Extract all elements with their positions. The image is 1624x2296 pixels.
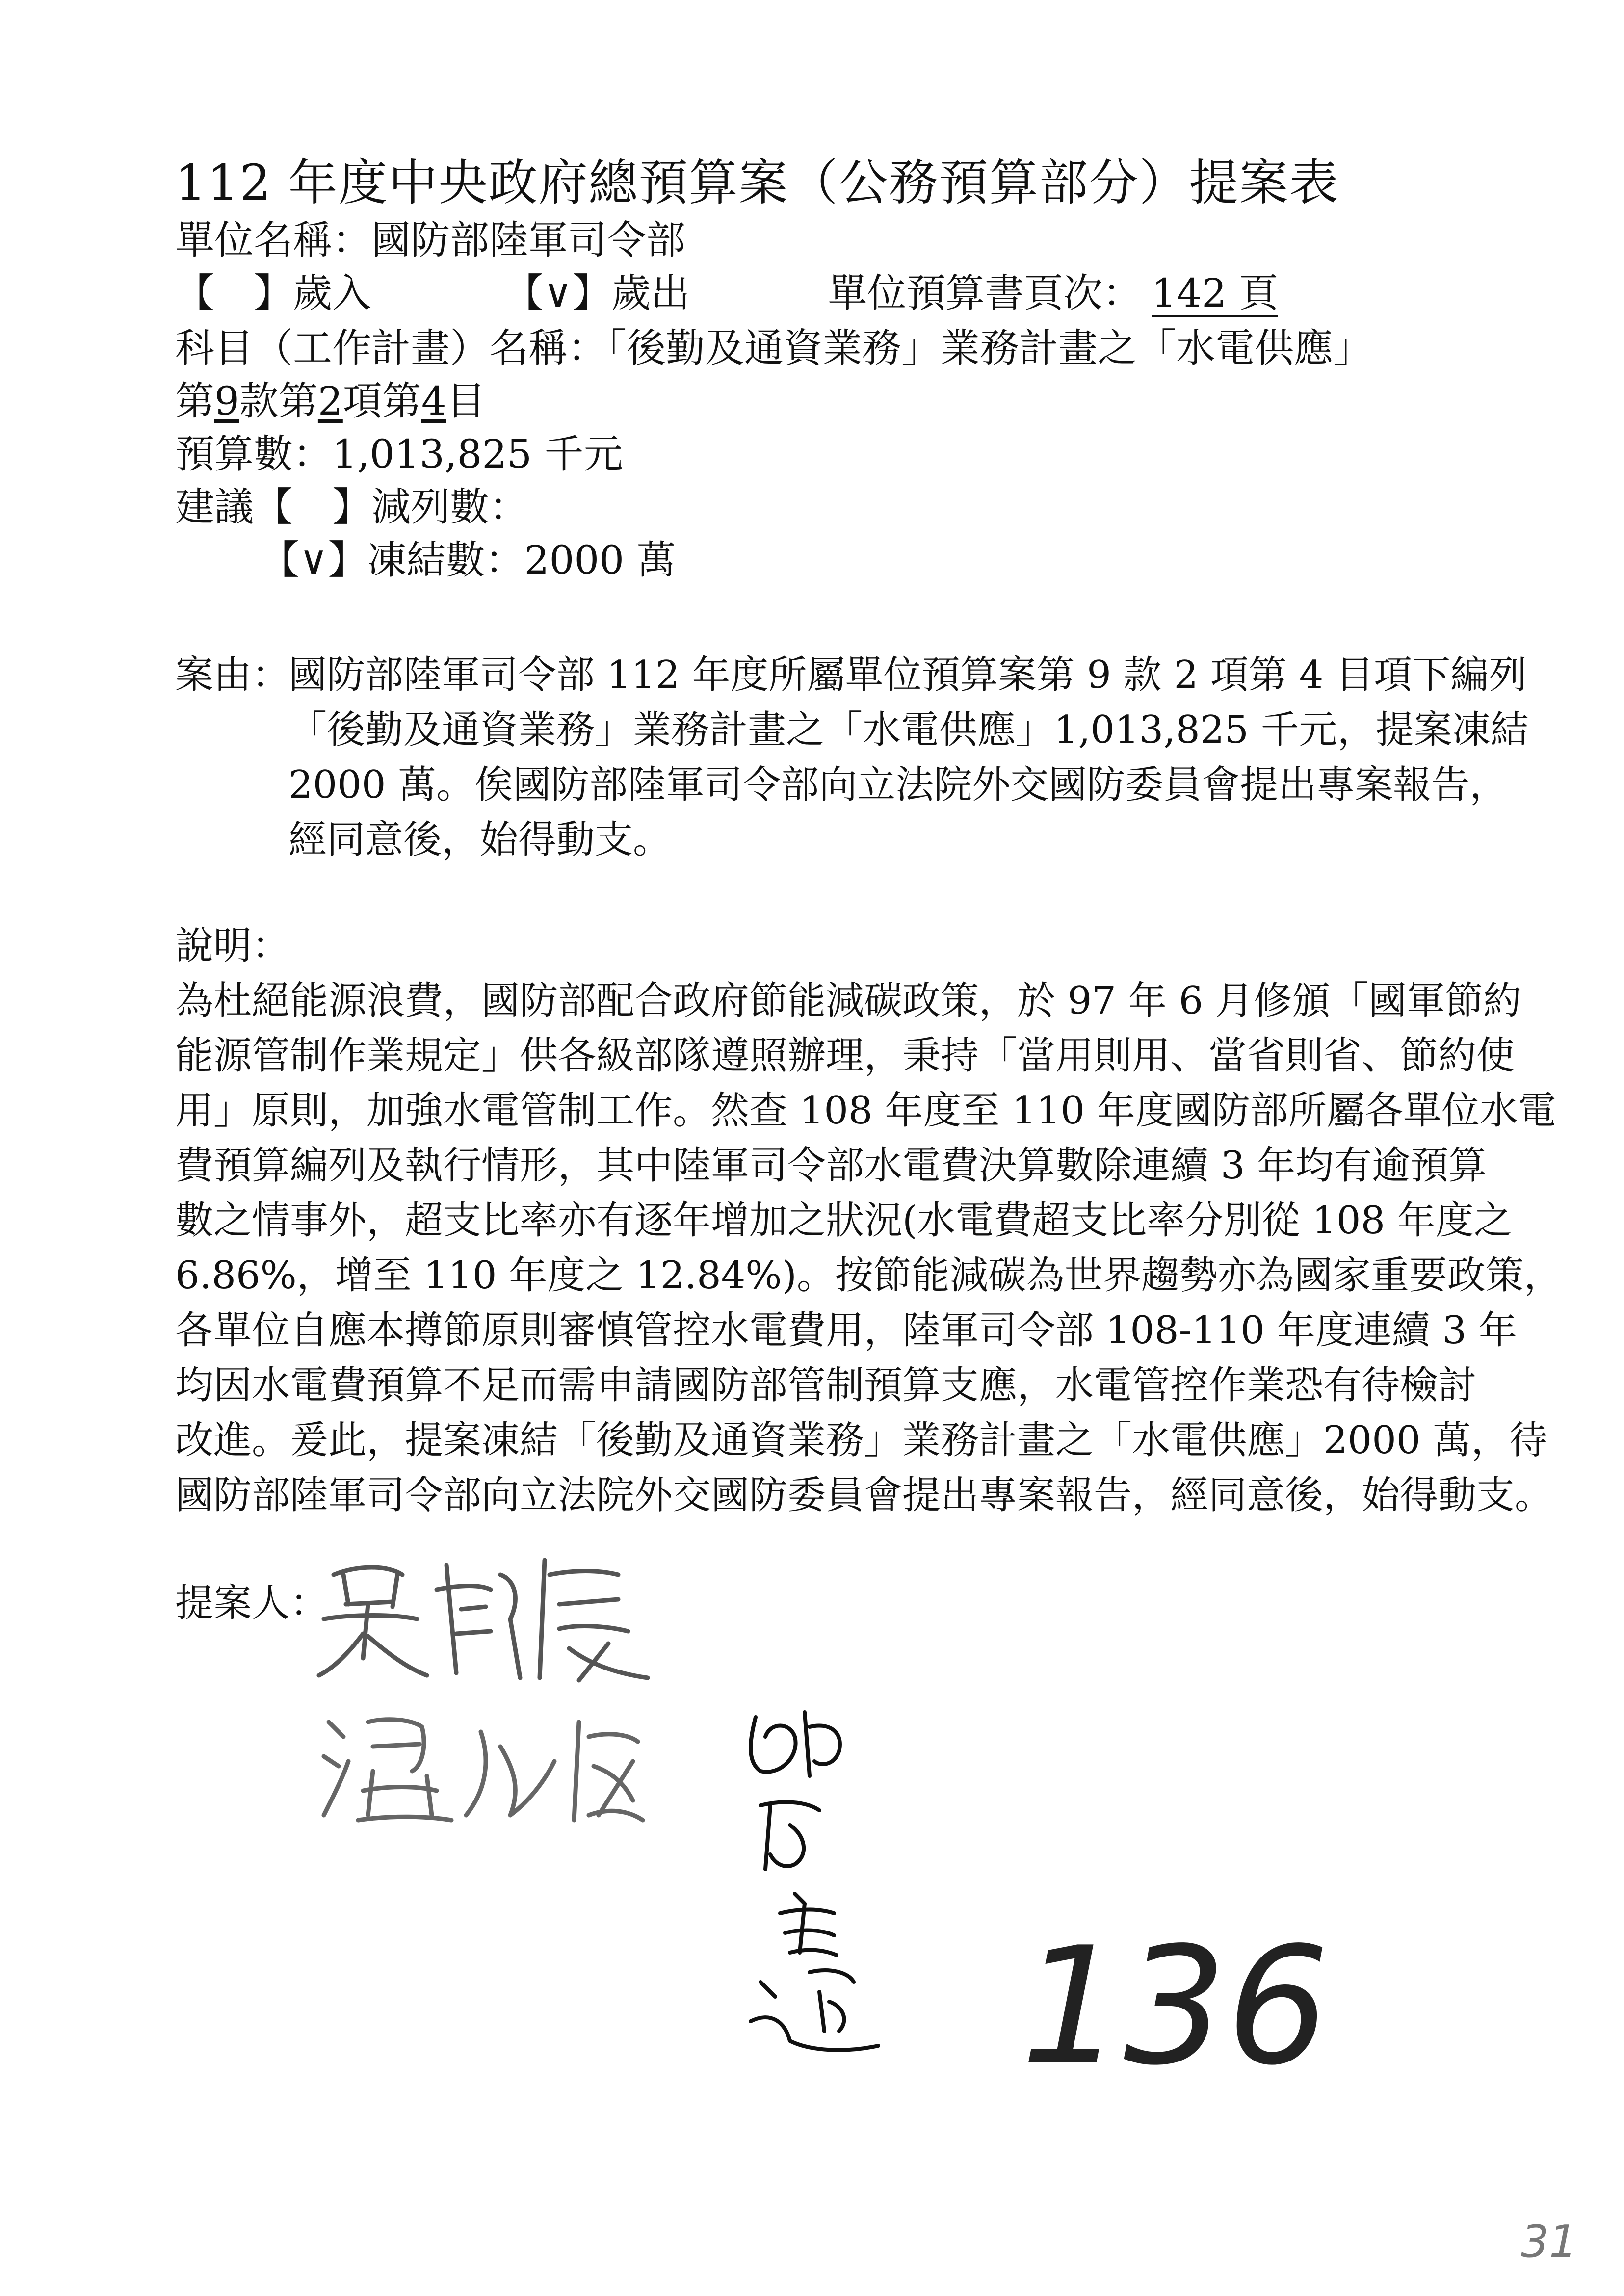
page-number-value: 142 頁	[1152, 271, 1278, 317]
unit-label: 單位名稱：	[175, 217, 371, 263]
explanation-line: 6.86%，增至 110 年度之 12.84%)。按節能減碳為世界趨勢亦為國家重要政策，	[175, 1253, 1562, 1298]
explanation-label: 說明：	[175, 924, 290, 968]
explanation-line: 用」原則，加強水電管制工作。然查 108 年度至 110 年度國防部所屬各單位水電	[175, 1089, 1556, 1133]
unit-value: 國防部陸軍司令部	[371, 217, 685, 263]
kuan-prefix: 第	[175, 378, 214, 424]
item-reference-row	[175, 377, 486, 426]
kuan-label: 款第	[239, 378, 318, 424]
case-line: 國防部陸軍司令部 112 年度所屬單位預算案第 9 款 2 項第 4 目項下編列	[288, 653, 1527, 697]
mu-label: 目	[446, 378, 486, 424]
explanation-line: 數之情事外，超支比率亦有逐年增加之狀況(水電費超支比率分別從 108 年度之	[175, 1199, 1512, 1243]
explanation-line: 各單位自應本撙節原則審慎管控水電費用，陸軍司令部 108-110 年度連續 3 年	[175, 1308, 1517, 1353]
suggest-cut-row: 建議【 】減列數：	[175, 484, 528, 530]
explanation-line: 為杜絕能源浪費，國防部配合政府節能減碳政策，於 97 年 6 月修頒「國軍節約	[175, 979, 1522, 1023]
proposer-label: 提案人：	[175, 1581, 329, 1625]
expenditure-checkbox: 【∨】歲出	[504, 270, 690, 316]
explanation-line: 改進。爰此，提案凍結「後勤及通資業務」業務計畫之「水電供應」2000 萬，待	[175, 1418, 1548, 1462]
budget-type-row	[175, 269, 1278, 318]
subject-row: 科目（工作計畫）名稱：「後勤及通資業務」業務計畫之「水電供應」	[175, 325, 1372, 371]
page-number-label: 單位預算書頁次：	[828, 270, 1142, 316]
explanation-line: 均因水電費預算不足而需申請國防部管制預算支應，水電管控作業恐有待檢討	[175, 1363, 1477, 1408]
budget-amount: 預算數：1,013,825 千元	[175, 431, 623, 477]
case-line: 「後勤及通資業務」業務計畫之「水電供應」1,013,825 千元，提案凍結	[288, 708, 1529, 752]
kuan-value: 9	[214, 378, 239, 424]
handwritten-number: 136	[1021, 1912, 1330, 2101]
explanation-line: 能源管制作業規定」供各級部隊遵照辦理，秉持「當用則用、當省則省、節約使	[175, 1034, 1515, 1078]
page-title: 112 年度中央政府總預算案（公務預算部分）提案表	[175, 154, 1339, 211]
signature-1	[314, 1545, 667, 1695]
corner-page-number: 31	[1521, 2216, 1577, 2268]
unit-name-row	[175, 216, 685, 265]
mu-value: 4	[421, 378, 446, 424]
case-line: 2000 萬。俟國防部陸軍司令部向立法院外交國防委員會提出專案報告，	[288, 763, 1508, 807]
explanation-line: 國防部陸軍司令部向立法院外交國防委員會提出專案報告，經同意後，始得動支。	[175, 1473, 1553, 1517]
suggest-freeze-row: 【∨】凍結數：2000 萬	[260, 537, 676, 583]
case-label: 案由：	[175, 653, 290, 697]
signature-2	[314, 1702, 648, 1832]
xiang-label: 項第	[342, 378, 421, 424]
explanation-line: 費預算編列及執行情形，其中陸軍司令部水電費決算數除連續 3 年均有逾預算	[175, 1144, 1487, 1188]
signature-3	[731, 1707, 888, 2062]
xiang-value: 2	[317, 378, 343, 424]
revenue-checkbox: 【 】歲入	[175, 270, 371, 316]
case-line: 經同意後，始得動支。	[288, 818, 672, 862]
